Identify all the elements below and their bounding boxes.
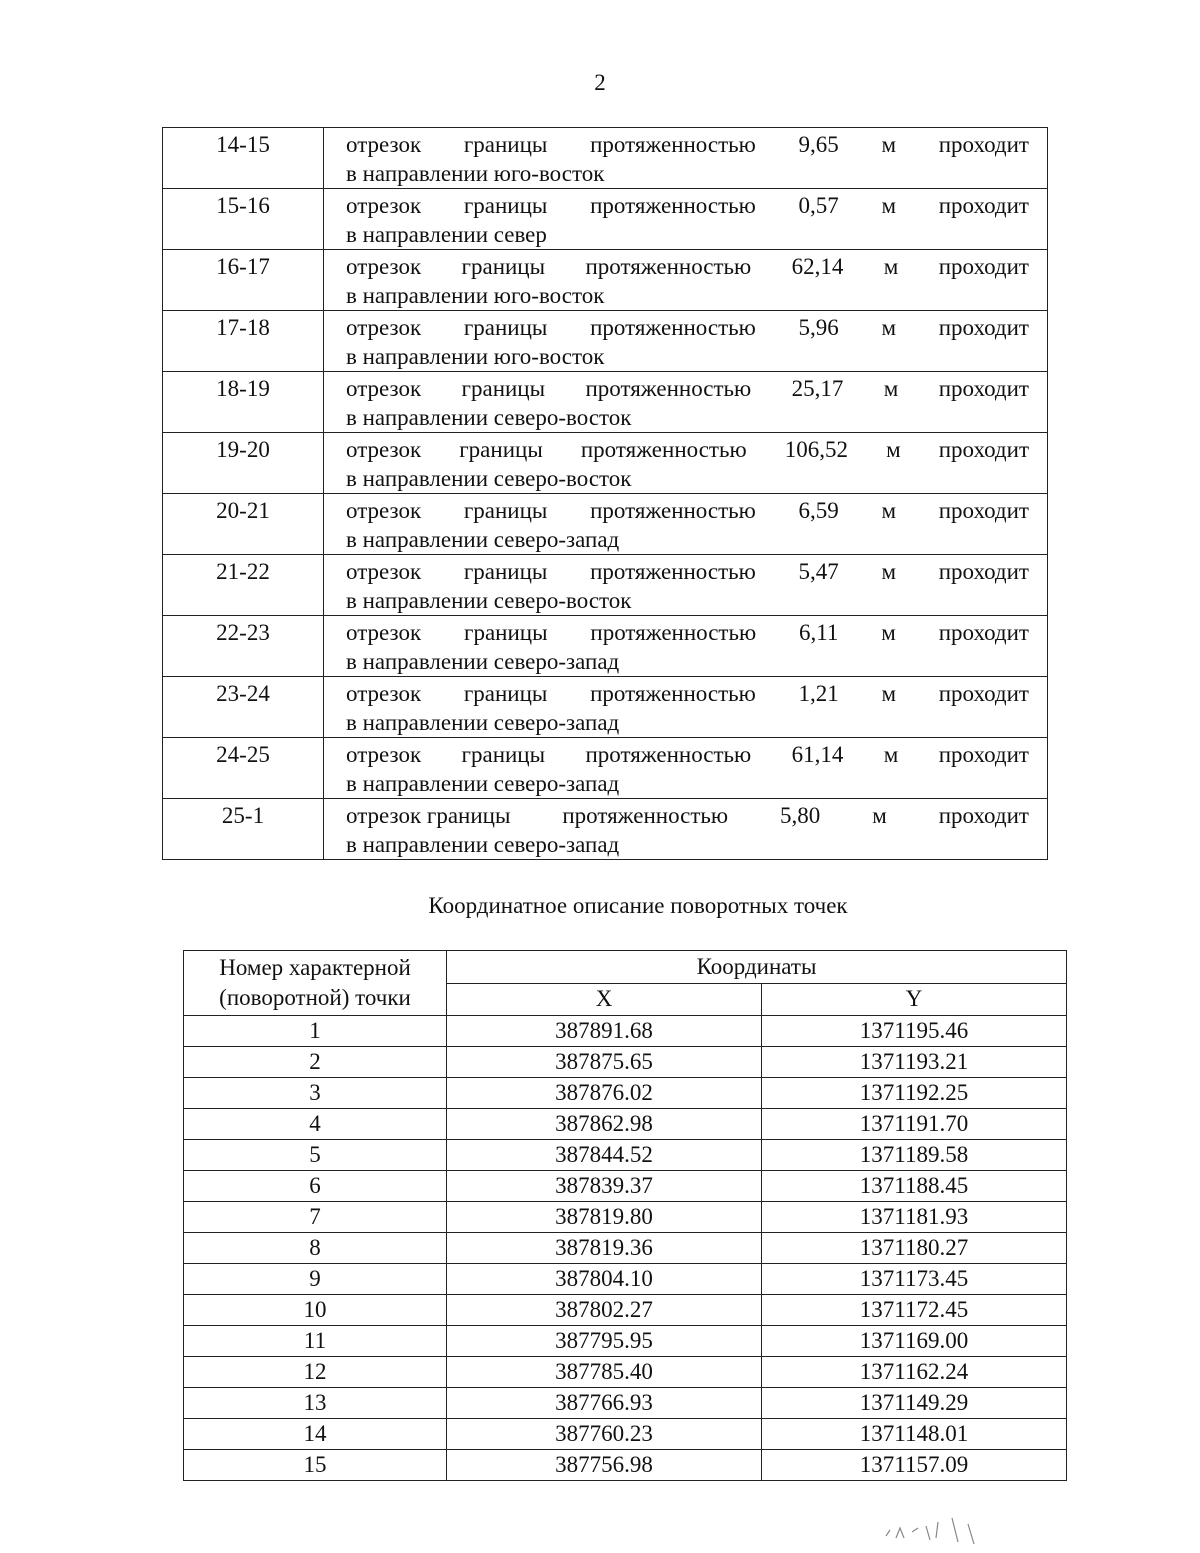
segment-word: 61,14 xyxy=(791,742,844,767)
y-coordinate-cell: 1371148.01 xyxy=(762,1419,1067,1450)
segment-word: протяженностью xyxy=(585,376,752,401)
x-coordinate-cell: 387766.93 xyxy=(447,1388,762,1419)
y-coordinate-cell: 1371149.29 xyxy=(762,1388,1067,1419)
segment-row xyxy=(163,433,1048,494)
x-coordinate-cell: 387785.40 xyxy=(447,1357,762,1388)
segment-description-line xyxy=(346,374,1029,403)
coord-row xyxy=(184,1357,1067,1388)
segment-word: м xyxy=(881,681,897,706)
point-number-cell: 2 xyxy=(184,1047,447,1078)
segment-description-line xyxy=(346,740,1029,769)
coord-row xyxy=(184,1264,1067,1295)
segment-description-line xyxy=(346,557,1029,586)
coord-row xyxy=(184,1078,1067,1109)
segment-direction: в направлении юго-восток xyxy=(346,344,605,369)
coord-row xyxy=(184,1450,1067,1481)
segment-word: м xyxy=(881,132,897,157)
segment-word: протяженностью xyxy=(562,803,729,828)
segment-word: проходит xyxy=(938,803,1029,828)
segment-direction: в направлении северо-запад xyxy=(346,771,620,796)
segment-word: границы xyxy=(463,132,548,157)
segment-word: 25,17 xyxy=(791,376,844,401)
segment-word: протяженностью xyxy=(585,742,752,767)
segment-description xyxy=(324,311,1048,372)
segment-word: м xyxy=(881,559,897,584)
x-coordinate-cell: 387875.65 xyxy=(447,1047,762,1078)
segment-word: м xyxy=(886,437,901,462)
segment-word: 0,57 xyxy=(798,193,839,218)
y-coordinate-cell: 1371157.09 xyxy=(762,1450,1067,1481)
segment-description xyxy=(324,616,1048,677)
point-number-cell: 3 xyxy=(184,1078,447,1109)
segment-row xyxy=(163,128,1048,189)
segment-word: м xyxy=(883,742,899,767)
segment-word: 5,80 xyxy=(780,803,821,828)
segment-description xyxy=(324,677,1048,738)
segment-row xyxy=(163,555,1048,616)
y-coordinate-cell: 1371180.27 xyxy=(762,1233,1067,1264)
y-coordinate-cell: 1371162.24 xyxy=(762,1357,1067,1388)
point-number-cell: 11 xyxy=(184,1326,447,1357)
y-coordinate-cell: 1371181.93 xyxy=(762,1202,1067,1233)
segment-word: отрезок xyxy=(346,620,422,645)
x-coordinate-cell: 387760.23 xyxy=(447,1419,762,1450)
x-coordinate-cell: 387819.80 xyxy=(447,1202,762,1233)
point-number-cell: 9 xyxy=(184,1264,447,1295)
x-coordinate-cell: 387804.10 xyxy=(447,1264,762,1295)
segment-id: 19-20 xyxy=(163,433,324,494)
segment-row xyxy=(163,799,1048,860)
segment-direction: в направлении юго-восток xyxy=(346,161,605,186)
segment-row xyxy=(163,677,1048,738)
segment-row xyxy=(163,372,1048,433)
segment-direction: в направлении северо-запад xyxy=(346,710,620,735)
segment-word: м xyxy=(883,376,899,401)
segment-word: протяженностью xyxy=(580,437,747,462)
point-number-cell: 13 xyxy=(184,1388,447,1419)
y-coordinate-cell: 1371193.21 xyxy=(762,1047,1067,1078)
segment-description xyxy=(324,555,1048,616)
boundary-segments-table xyxy=(162,127,1048,860)
point-number-cell: 8 xyxy=(184,1233,447,1264)
segment-word: проходит xyxy=(938,132,1029,157)
segment-id: 25-1 xyxy=(163,799,324,860)
x-coordinate-cell: 387795.95 xyxy=(447,1326,762,1357)
segment-word: м xyxy=(881,498,897,523)
y-coordinate-cell: 1371173.45 xyxy=(762,1264,1067,1295)
segment-word: границы xyxy=(464,620,548,645)
segment-direction: в направлении северо-восток xyxy=(346,466,632,491)
coord-row xyxy=(184,1233,1067,1264)
segment-description-line xyxy=(346,252,1029,281)
segment-word: м xyxy=(872,803,887,828)
coordinates-table-body xyxy=(184,1016,1067,1481)
segment-word: отрезок xyxy=(346,742,422,767)
segment-id: 24-25 xyxy=(163,738,324,799)
coord-row xyxy=(184,1109,1067,1140)
point-number-cell: 15 xyxy=(184,1450,447,1481)
segment-row xyxy=(163,494,1048,555)
y-coordinate-cell: 1371195.46 xyxy=(762,1016,1067,1047)
segment-word: границы xyxy=(461,376,546,401)
segment-description xyxy=(324,189,1048,250)
segment-word: 9,65 xyxy=(798,132,839,157)
coords-header-row-1 xyxy=(184,951,1067,984)
coord-row xyxy=(184,1419,1067,1450)
point-number-cell: 10 xyxy=(184,1295,447,1326)
x-coordinate-cell: 387876.02 xyxy=(447,1078,762,1109)
segment-word: 1,21 xyxy=(798,681,839,706)
segment-word: отрезок xyxy=(346,559,422,584)
segment-row xyxy=(163,616,1048,677)
coord-row xyxy=(184,1326,1067,1357)
segment-description xyxy=(324,433,1048,494)
point-number-cell: 14 xyxy=(184,1419,447,1450)
segment-word: проходит xyxy=(938,193,1029,218)
segment-id: 18-19 xyxy=(163,372,324,433)
segment-word: 5,96 xyxy=(798,315,839,340)
segment-word: протяженностью xyxy=(590,193,756,218)
y-coordinate-cell: 1371191.70 xyxy=(762,1109,1067,1140)
section-title: Координатное описание поворотных точек xyxy=(428,893,848,918)
segment-word: проходит xyxy=(938,254,1029,279)
coord-row xyxy=(184,1202,1067,1233)
segment-word: 5,47 xyxy=(798,559,839,584)
segment-word: отрезок xyxy=(346,193,422,218)
segment-direction: в направлении северо-восток xyxy=(346,588,632,613)
x-coordinate-cell: 387819.36 xyxy=(447,1233,762,1264)
segment-description-line xyxy=(346,191,1029,220)
segment-direction: в направлении северо-запад xyxy=(346,527,620,552)
segment-word: протяженностью xyxy=(590,681,756,706)
segment-word: м xyxy=(881,193,897,218)
segment-word: границы xyxy=(461,742,546,767)
segment-description-line xyxy=(346,496,1029,525)
segment-word: 6,11 xyxy=(799,620,839,645)
segment-description-line xyxy=(346,130,1029,159)
header-y: Y xyxy=(762,983,1067,1016)
segment-word: границы xyxy=(463,498,548,523)
coord-row xyxy=(184,1171,1067,1202)
segment-id: 17-18 xyxy=(163,311,324,372)
x-coordinate-cell: 387839.37 xyxy=(447,1171,762,1202)
y-coordinate-cell: 1371188.45 xyxy=(762,1171,1067,1202)
y-coordinate-cell: 1371189.58 xyxy=(762,1140,1067,1171)
segment-word: отрезок xyxy=(346,315,422,340)
segment-word: отрезок xyxy=(346,132,422,157)
coord-row xyxy=(184,1047,1067,1078)
coord-row xyxy=(184,1295,1067,1326)
segment-word: отрезок границы xyxy=(346,803,511,828)
header-point-number: Номер характерной (поворотной) точки xyxy=(184,951,447,1016)
segment-word: протяженностью xyxy=(590,620,757,645)
segment-direction: в направлении север xyxy=(346,222,547,247)
x-coordinate-cell: 387802.27 xyxy=(447,1295,762,1326)
segment-id: 15-16 xyxy=(163,189,324,250)
segment-word: проходит xyxy=(938,498,1029,523)
segment-word: границы xyxy=(463,315,548,340)
point-number-cell: 12 xyxy=(184,1357,447,1388)
segment-word: 62,14 xyxy=(791,254,844,279)
segment-word: проходит xyxy=(938,742,1029,767)
header-x: X xyxy=(447,983,762,1016)
segment-word: отрезок xyxy=(346,437,422,462)
segment-word: м xyxy=(883,254,899,279)
segment-description-line xyxy=(346,618,1029,647)
x-coordinate-cell: 387756.98 xyxy=(447,1450,762,1481)
segment-word: отрезок xyxy=(346,681,422,706)
segment-description xyxy=(324,494,1048,555)
page-number: 2 xyxy=(594,70,606,95)
segment-word: протяженностью xyxy=(590,559,756,584)
segment-row xyxy=(163,311,1048,372)
point-number-cell: 7 xyxy=(184,1202,447,1233)
segment-word: границы xyxy=(459,437,543,462)
segment-word: проходит xyxy=(938,437,1029,462)
segment-word: границы xyxy=(463,559,548,584)
segment-description xyxy=(324,799,1048,860)
segment-word: протяженностью xyxy=(585,254,752,279)
y-coordinate-cell: 1371172.45 xyxy=(762,1295,1067,1326)
segment-direction: в направлении юго-восток xyxy=(346,283,605,308)
coordinates-table xyxy=(183,950,1067,1481)
segment-row xyxy=(163,250,1048,311)
segment-id: 22-23 xyxy=(163,616,324,677)
segment-word: проходит xyxy=(938,620,1029,645)
coord-row xyxy=(184,1388,1067,1419)
segment-description xyxy=(324,128,1048,189)
segment-word: протяженностью xyxy=(590,315,756,340)
segment-word: отрезок xyxy=(346,254,422,279)
segment-description-line xyxy=(346,801,1029,830)
segment-word: проходит xyxy=(938,315,1029,340)
coord-row xyxy=(184,1140,1067,1171)
segment-direction: в направлении северо-запад xyxy=(346,649,620,674)
segment-description-line xyxy=(346,679,1029,708)
y-coordinate-cell: 1371192.25 xyxy=(762,1078,1067,1109)
segment-word: отрезок xyxy=(346,498,422,523)
segment-id: 23-24 xyxy=(163,677,324,738)
segment-id: 20-21 xyxy=(163,494,324,555)
segment-description-line xyxy=(346,435,1029,464)
y-coordinate-cell: 1371169.00 xyxy=(762,1326,1067,1357)
segment-word: проходит xyxy=(938,376,1029,401)
segment-word: границы xyxy=(461,254,546,279)
segment-word: 6,59 xyxy=(798,498,839,523)
segments-table-body xyxy=(163,128,1048,860)
segment-direction: в направлении северо-запад xyxy=(346,832,620,857)
x-coordinate-cell: 387862.98 xyxy=(447,1109,762,1140)
segment-row xyxy=(163,189,1048,250)
segment-word: 106,52 xyxy=(784,437,848,462)
point-number-cell: 5 xyxy=(184,1140,447,1171)
segment-word: границы xyxy=(463,193,548,218)
segment-description-line xyxy=(346,313,1029,342)
segment-id: 14-15 xyxy=(163,128,324,189)
segment-word: протяженностью xyxy=(590,132,756,157)
segment-word: границы xyxy=(463,681,548,706)
segment-description xyxy=(324,372,1048,433)
header-coordinates: Координаты xyxy=(447,951,1067,984)
x-coordinate-cell: 387891.68 xyxy=(447,1016,762,1047)
point-number-cell: 4 xyxy=(184,1109,447,1140)
x-coordinate-cell: 387844.52 xyxy=(447,1140,762,1171)
segment-word: проходит xyxy=(938,559,1029,584)
point-number-cell: 6 xyxy=(184,1171,447,1202)
segment-word: отрезок xyxy=(346,376,422,401)
segment-description xyxy=(324,738,1048,799)
segment-word: м xyxy=(881,620,896,645)
segment-id: 21-22 xyxy=(163,555,324,616)
handwritten-mark xyxy=(878,1508,988,1548)
point-number-cell: 1 xyxy=(184,1016,447,1047)
segment-row xyxy=(163,738,1048,799)
segment-id: 16-17 xyxy=(163,250,324,311)
segment-word: проходит xyxy=(938,681,1029,706)
segment-direction: в направлении северо-восток xyxy=(346,405,632,430)
segment-word: м xyxy=(881,315,897,340)
segment-description xyxy=(324,250,1048,311)
coord-row xyxy=(184,1016,1067,1047)
segment-word: протяженностью xyxy=(590,498,756,523)
